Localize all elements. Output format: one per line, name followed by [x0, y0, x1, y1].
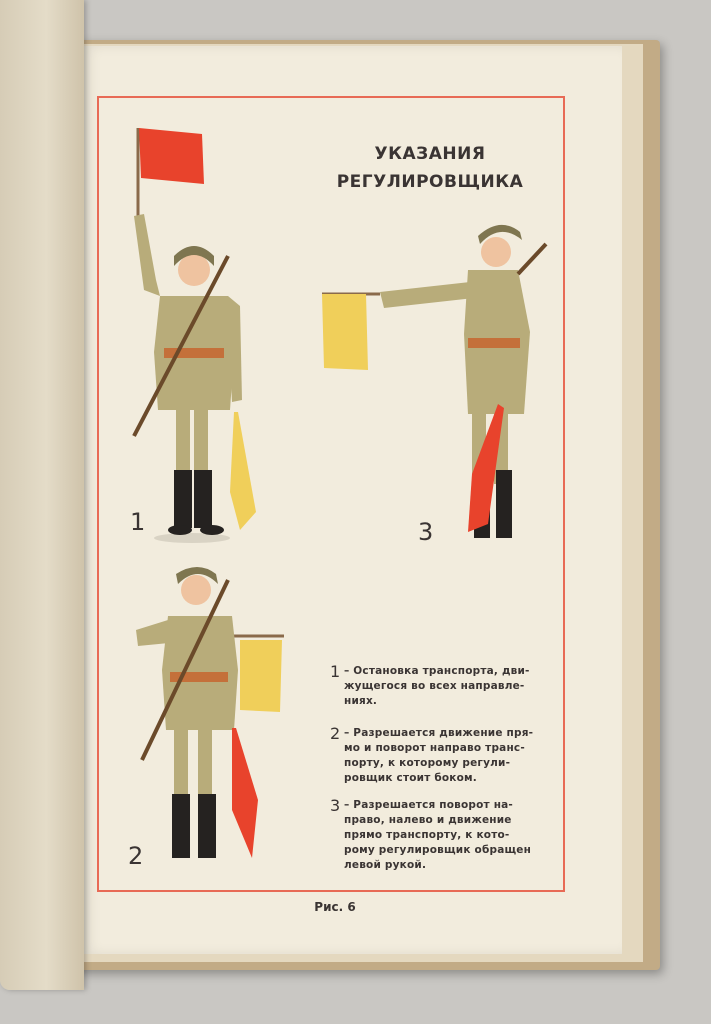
- figure-2-illustration: [128, 560, 298, 870]
- legend-number-2: 2: [330, 724, 341, 743]
- left-page: [0, 0, 84, 990]
- title-line-2: РЕГУЛИРОВЩИКА: [336, 172, 524, 192]
- legend-number-1: 1: [330, 662, 341, 681]
- figure-3-number: 3: [418, 518, 434, 546]
- legend-item-2: [330, 726, 545, 792]
- figure-1-number: 1: [130, 508, 146, 536]
- figure-caption: Рис. 6: [314, 900, 356, 914]
- legend-number-3: 3: [330, 796, 341, 815]
- figure-1-illustration: [120, 120, 270, 550]
- title-line-1: УКАЗАНИЯ: [374, 144, 486, 164]
- legend-item-3: [330, 798, 545, 878]
- legend-text-2: – Разрешается движение пря- мо и поворот направо транс- порту, к которому регули- ровщик стоит боком.: [344, 727, 534, 784]
- legend-item-1: [330, 664, 545, 720]
- legend-text-1: – Остановка транспорта, дви- жущегося во всех направле- ниях.: [344, 665, 530, 707]
- figure-2-number: 2: [128, 842, 144, 870]
- figure-3-illustration: [318, 214, 548, 554]
- legend-text-3: – Разрешается поворот на- право, налево и движение прямо транспорту, к кото- рому регулировщик обращен левой рукой.: [344, 799, 532, 871]
